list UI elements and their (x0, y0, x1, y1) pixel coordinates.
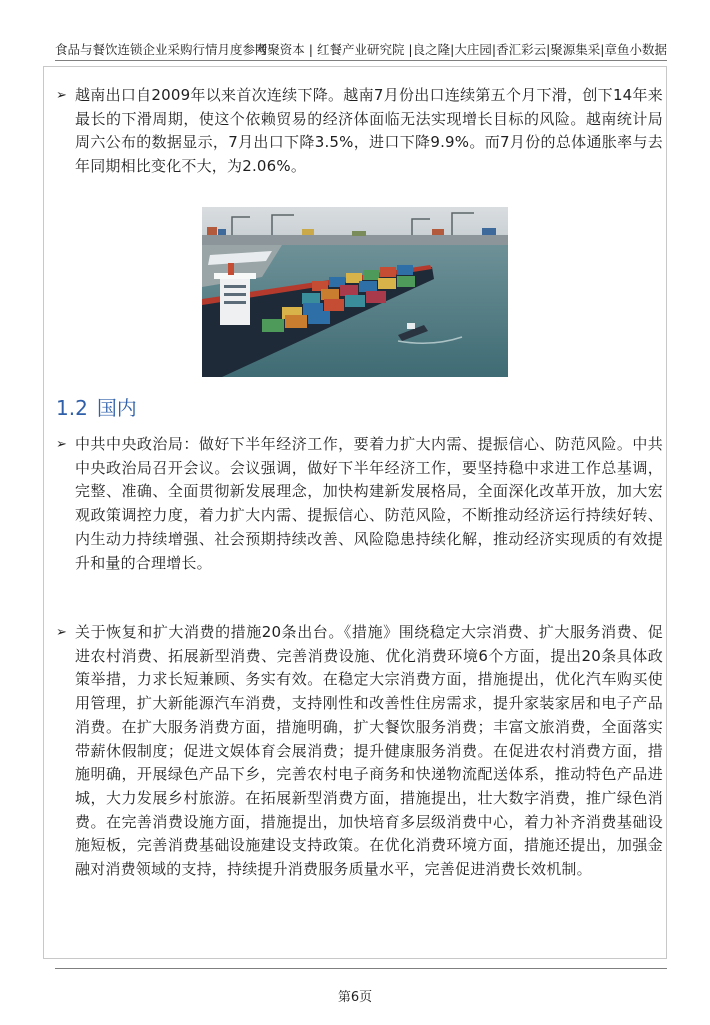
bullet-arrow-icon: ➢ (56, 88, 67, 103)
paragraph-politburo-meeting: 中共中央政治局：做好下半年经济工作，要着力扩大内需、提振信心、防范风险。中共中央政治局召开会议。会议强调，做好下半年经济工作，要坚持稳中求进工作总基调，完整、准确、全面贯彻新发展理念，加快构建新发展格局，全面深化改革开放，加大宏观政策调控力度，着力扩大内需、提振信心、防范风险，不断推动经济运行持续好转、内生动力持续增强、社会预期持续改善、风险隐患持续化解，推动经济实现质的有效提升和量的合理增长。 (75, 435, 663, 572)
section-number: 1.2 (56, 396, 88, 420)
bullet-arrow-icon: ➢ (56, 437, 67, 452)
header-report-title: 食品与餐饮连锁企业采购行情月度参考 (55, 42, 268, 57)
paragraph-consumption-measures: 关于恢复和扩大消费的措施20条出台。《措施》围绕稳定大宗消费、扩大服务消费、促进农村消费、拓展新型消费、完善消费设施、优化消费环境6个方面，提出20条具体政策举措，力求长短兼顾、务实有效。在稳定大宗消费方面，措施提出，优化汽车购买使用管理，扩大新能源汽车消费，支持刚性和改善性住房需求，提升家装家居和电子产品消费。在扩大服务消费方面，措施明确，扩大餐饮服务消费；丰富文旅消费，全面落实带薪休假制度；促进文娱体育会展消费；提升健康服务消费。在促进农村消费方面，措施明确，开展绿色产品下乡，完善农村电子商务和快递物流配送体系，推动特色产品进城，大力发展乡村旅游。在拓展新型消费方面，措施提出，壮大数字消费，推广绿色消费。在完善消费设施方面，措施提出，加快培育多层级消费中心，着力补齐消费基础设施短板，完善消费基础设施建设支持政策。在优化消费环境方面，措施还提出，加强金融对消费领域的支持，持续提升消费服务质量水平，完善促进消费长效机制。 (75, 623, 663, 879)
section-title-text: 国内 (96, 396, 137, 420)
header-sources: 网聚资本 | 红餐产业研究院 |良之隆|大庄园|香汇彩云|聚源集采|章鱼小数据 (254, 42, 667, 57)
bullet-arrow-icon: ➢ (56, 625, 67, 640)
page-number: 第6页 (337, 990, 373, 1005)
footer-divider (55, 968, 667, 969)
container-ship-port-photo (202, 207, 508, 377)
header-divider (55, 60, 667, 61)
section-heading-domestic (56, 392, 137, 421)
page-header (55, 40, 667, 60)
paragraph-vietnam-exports: 越南出口自2009年以来首次连续下降。越南7月份出口连续第五个月下滑，创下14年来最长的下滑周期，使这个依赖贸易的经济体面临无法实现增长目标的风险。越南统计局周六公布的数据显示，7月出口下降3.5%，进口下降9.9%。而7月份的总体通胀率与去年同期相比变化不大，为2.06%。 (75, 86, 663, 176)
